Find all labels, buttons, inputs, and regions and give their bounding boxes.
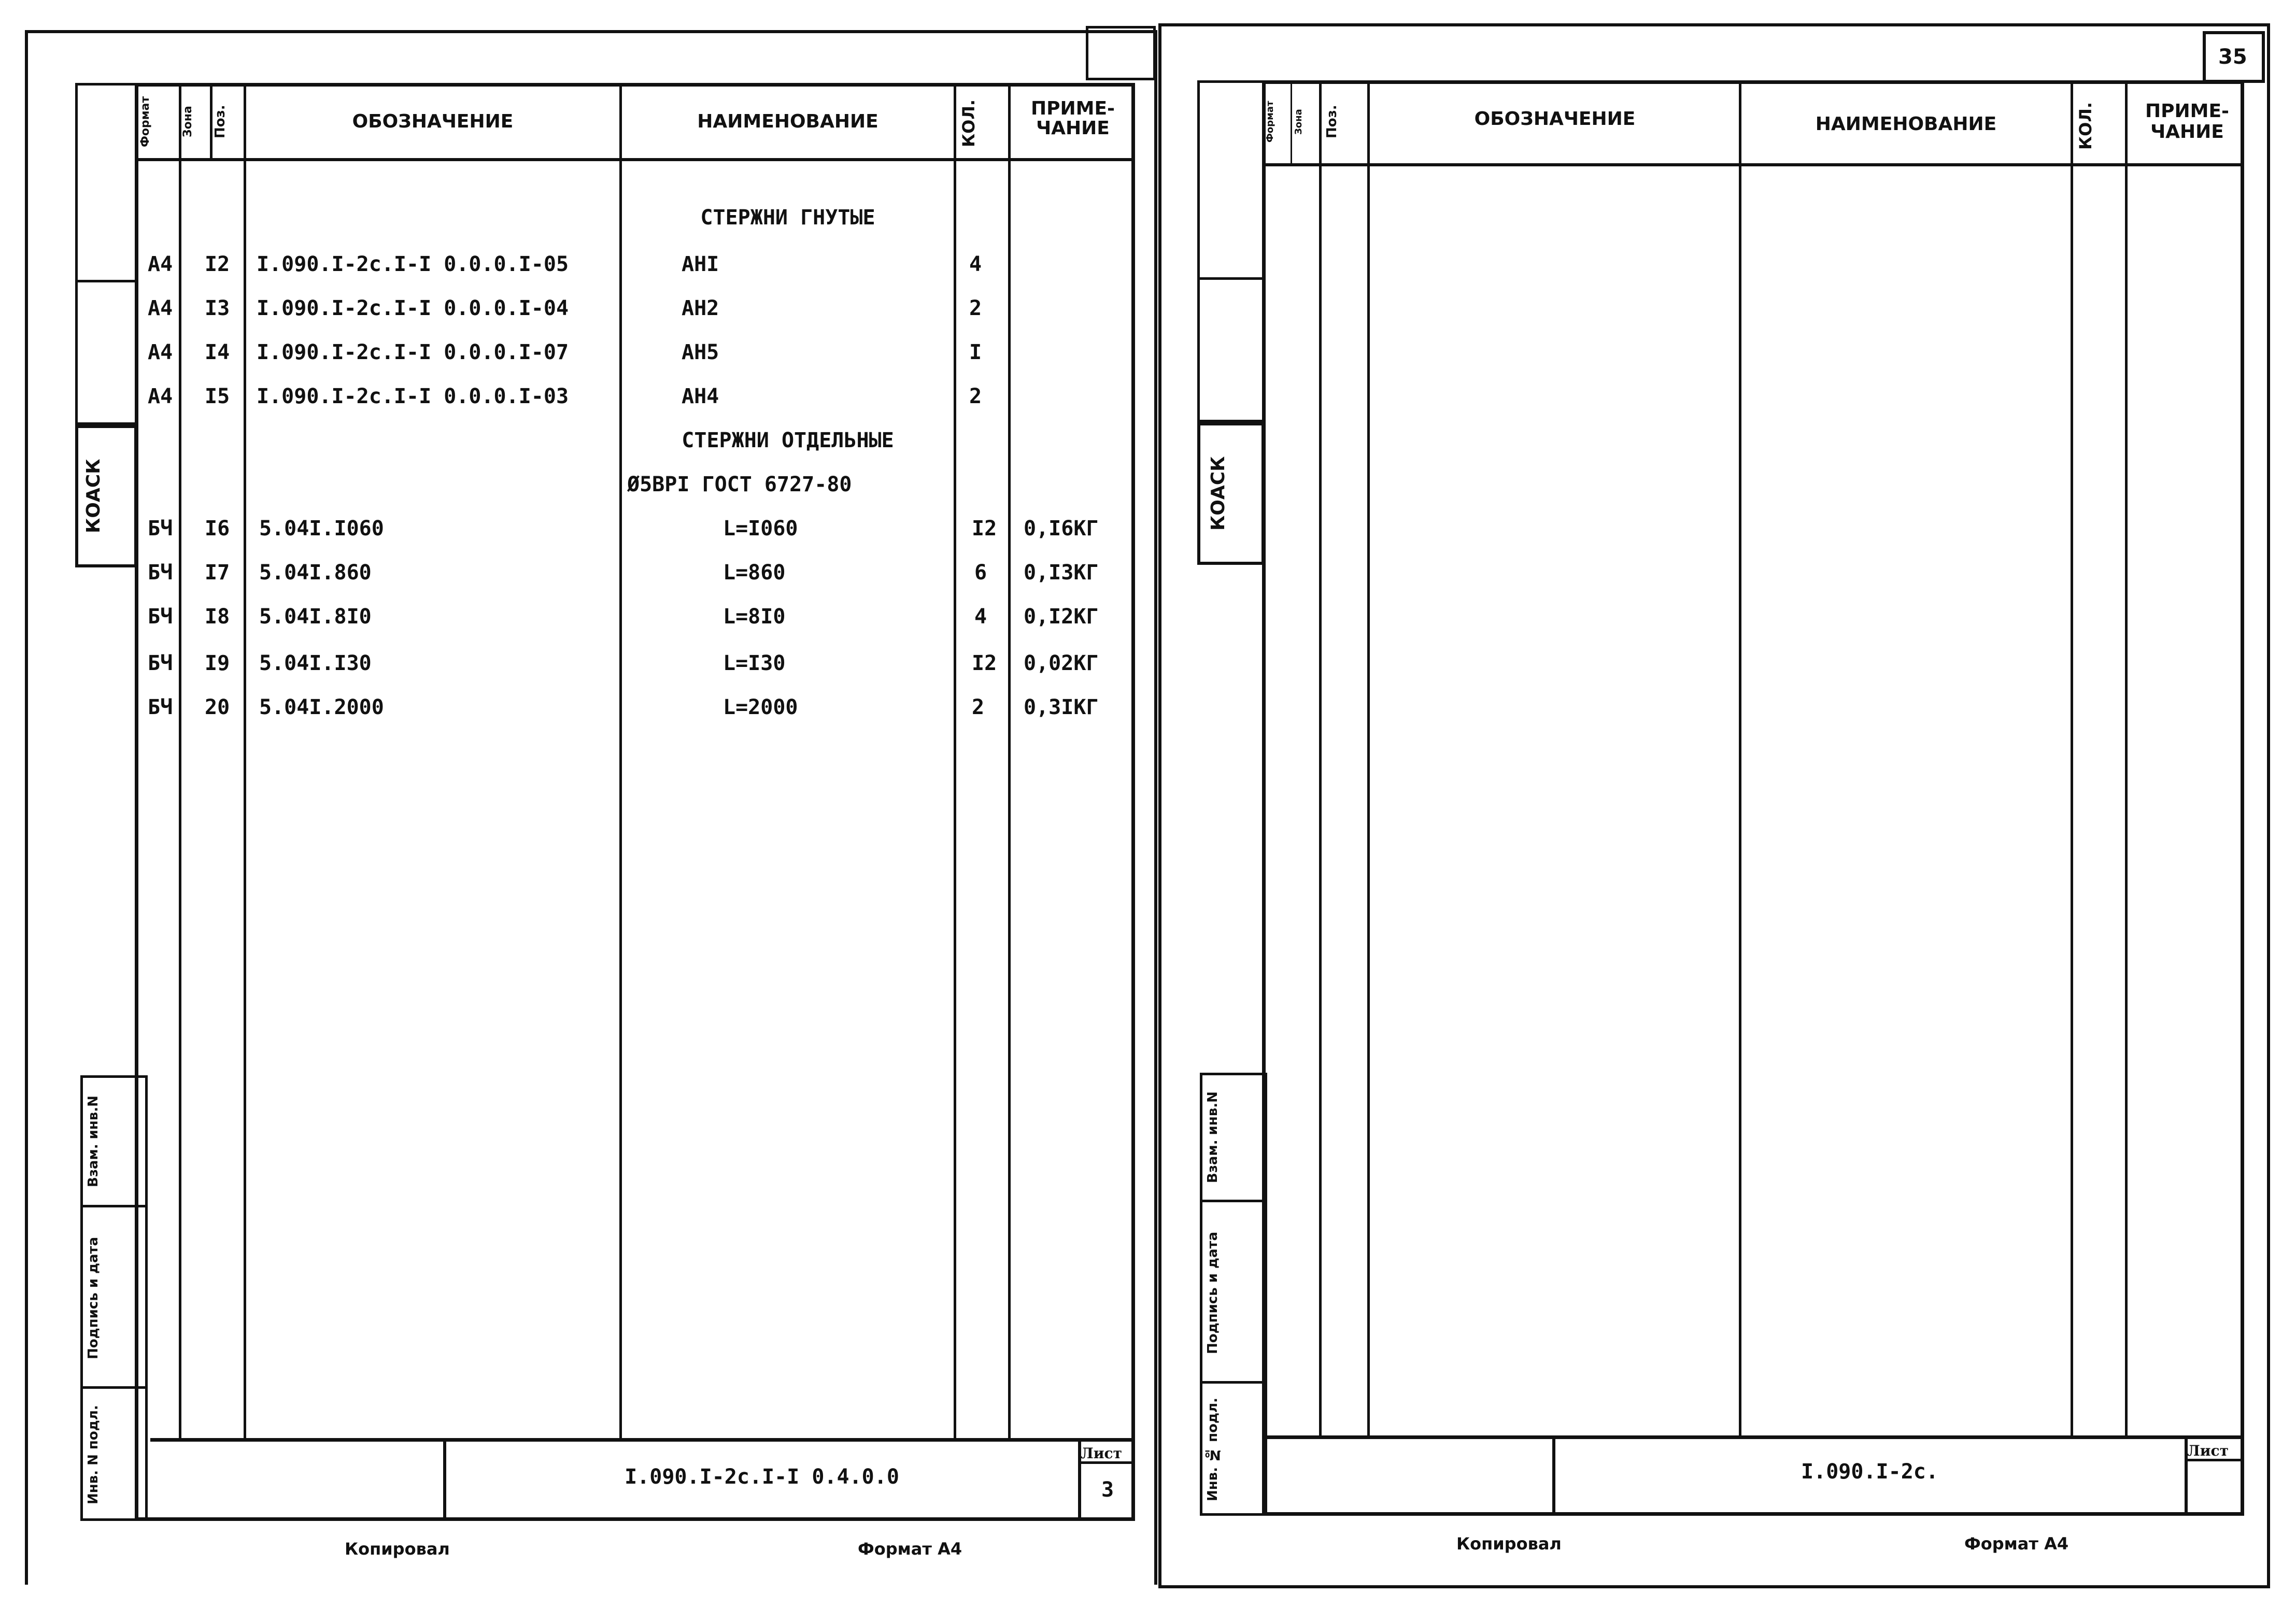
header-note-1: ПРИМЕ- [1031,98,1115,119]
row-pos: I8 [205,605,230,629]
row-designation: I.090.I-2с.I-I 0.0.0.I-05 [257,252,569,276]
header-qty: КОЛ. [959,99,979,147]
row-qty: 2 [972,695,985,719]
header-pos: Поз. [1324,105,1340,139]
sheet-number: 3 [1101,1478,1114,1502]
right-header-line [1262,163,2244,166]
header-designation: ОБОЗНАЧЕНИЕ [352,111,514,132]
row-pos: I9 [205,651,230,675]
row-qty: I2 [972,517,997,540]
header-name: НАИМЕНОВАНИЕ [1815,113,1997,135]
footer-format: Формат А4 [858,1539,962,1559]
row-name: L=8I0 [723,605,786,629]
stamp-vzam: Взам. инв.N [86,1095,101,1187]
row-qty: 4 [969,252,982,276]
row-name: L=860 [723,561,786,585]
left-col-line [244,83,246,1441]
left-col-line [954,83,956,1441]
row-format: А4 [148,252,173,276]
footer-format: Формат А4 [1964,1534,2069,1554]
right-col-line [1291,80,1292,163]
row-name: АНI [682,252,719,276]
header-qty: КОЛ. [2076,102,2095,150]
row-note: 0,I2КГ [1024,605,1099,629]
left-margin-strip [75,83,137,280]
header-note-1: ПРИМЕ- [2145,101,2229,122]
row-format: А4 [148,340,173,364]
row-format: А4 [148,385,173,408]
left-col-line [1008,83,1011,1441]
row-name: АН5 [682,340,719,364]
left-header-line [135,158,1135,161]
left-col-line [179,83,181,1441]
header-format: Формат [139,96,152,148]
header-pos: Поз. [212,105,228,139]
row-name: L=I060 [723,517,798,540]
left-corner-box [1086,26,1156,80]
sheet-label: Лист [1081,1445,1122,1462]
section-steel-spec: Ø5ВРI ГОСТ 6727-80 [627,473,852,496]
row-name: АН4 [682,385,719,408]
row-pos: I7 [205,561,230,585]
row-pos: 20 [205,695,230,719]
right-col-line [2071,80,2073,1438]
row-format: А4 [148,296,173,320]
header-name: НАИМЕНОВАНИЕ [697,111,878,132]
row-note: 0,I3КГ [1024,561,1099,585]
right-col-line [2125,80,2128,1438]
row-designation: 5.04I.2000 [259,695,384,719]
row-qty: 2 [969,296,982,320]
row-pos: I3 [205,296,230,320]
row-note: 0,02КГ [1024,651,1099,675]
stamp-vzam: Взам. инв.N [1205,1091,1221,1184]
right-margin-strip [1197,80,1265,277]
left-margin-block [75,280,137,425]
row-designation: 5.04I.I30 [259,651,372,675]
right-col-line [1319,80,1322,1438]
row-designation: 5.04I.860 [259,561,372,585]
stamp-inv: Инв. N подл. [86,1405,101,1505]
row-format: БЧ [148,605,173,629]
stamp-inv: Инв. № подл. [1205,1398,1221,1502]
doc-code: I.090.I-2с. [1801,1460,1938,1484]
row-note: 0,3IКГ [1024,695,1099,719]
footer-copied: Копировал [345,1539,450,1559]
row-designation: I.090.I-2с.I-I 0.0.0.I-03 [257,385,569,408]
stamp-sign: Подпись и дата [86,1236,101,1360]
row-name: АН2 [682,296,719,320]
row-qty: 4 [974,605,987,629]
doc-code: I.090.I-2с.I-I 0.4.0.0 [625,1465,899,1489]
row-format: БЧ [148,695,173,719]
right-col-line [1739,80,1741,1438]
row-note: 0,I6КГ [1024,517,1099,540]
row-pos: I6 [205,517,230,540]
header-note-2: ЧАНИЕ [2150,121,2224,143]
footer-copied: Копировал [1456,1534,1562,1554]
left-titleblock-top [150,1438,1135,1442]
row-format: БЧ [148,517,173,540]
left-col-line [619,83,622,1441]
row-qty: 6 [974,561,987,585]
row-format: БЧ [148,561,173,585]
row-name: L=I30 [723,651,786,675]
row-pos: I2 [205,252,230,276]
right-margin-block [1197,277,1265,422]
right-col-line [1367,80,1370,1438]
row-name: L=2000 [723,695,798,719]
header-zone: Зона [181,106,194,138]
side-label: КОАСК [1208,456,1229,531]
page-number: 35 [2218,45,2247,69]
row-designation: I.090.I-2с.I-I 0.0.0.I-04 [257,296,569,320]
right-main-frame [1262,80,2244,1516]
section-separate-bars: СТЕРЖНИ ОТДЕЛЬНЫЕ [682,429,894,452]
row-designation: I.090.I-2с.I-I 0.0.0.I-07 [257,340,569,364]
sheet-label: Лист [2187,1442,2229,1459]
right-titleblock-top [1262,1435,2244,1439]
row-qty: 2 [969,385,982,408]
header-designation: ОБОЗНАЧЕНИЕ [1474,108,1636,130]
row-qty: I [969,340,982,364]
header-note-2: ЧАНИЕ [1036,118,1110,139]
stamp-sign: Подпись и дата [1205,1231,1221,1355]
row-pos: I4 [205,340,230,364]
row-format: БЧ [148,651,173,675]
section-bent-bars: СТЕРЖНИ ГНУТЫЕ [700,206,875,230]
header-zone: Зона [1293,109,1304,135]
row-qty: I2 [972,651,997,675]
header-format: Формат [1265,101,1275,143]
row-pos: I5 [205,385,230,408]
row-designation: 5.04I.8I0 [259,605,372,629]
row-designation: 5.04I.I060 [259,517,384,540]
side-label: КОАСК [83,459,104,534]
